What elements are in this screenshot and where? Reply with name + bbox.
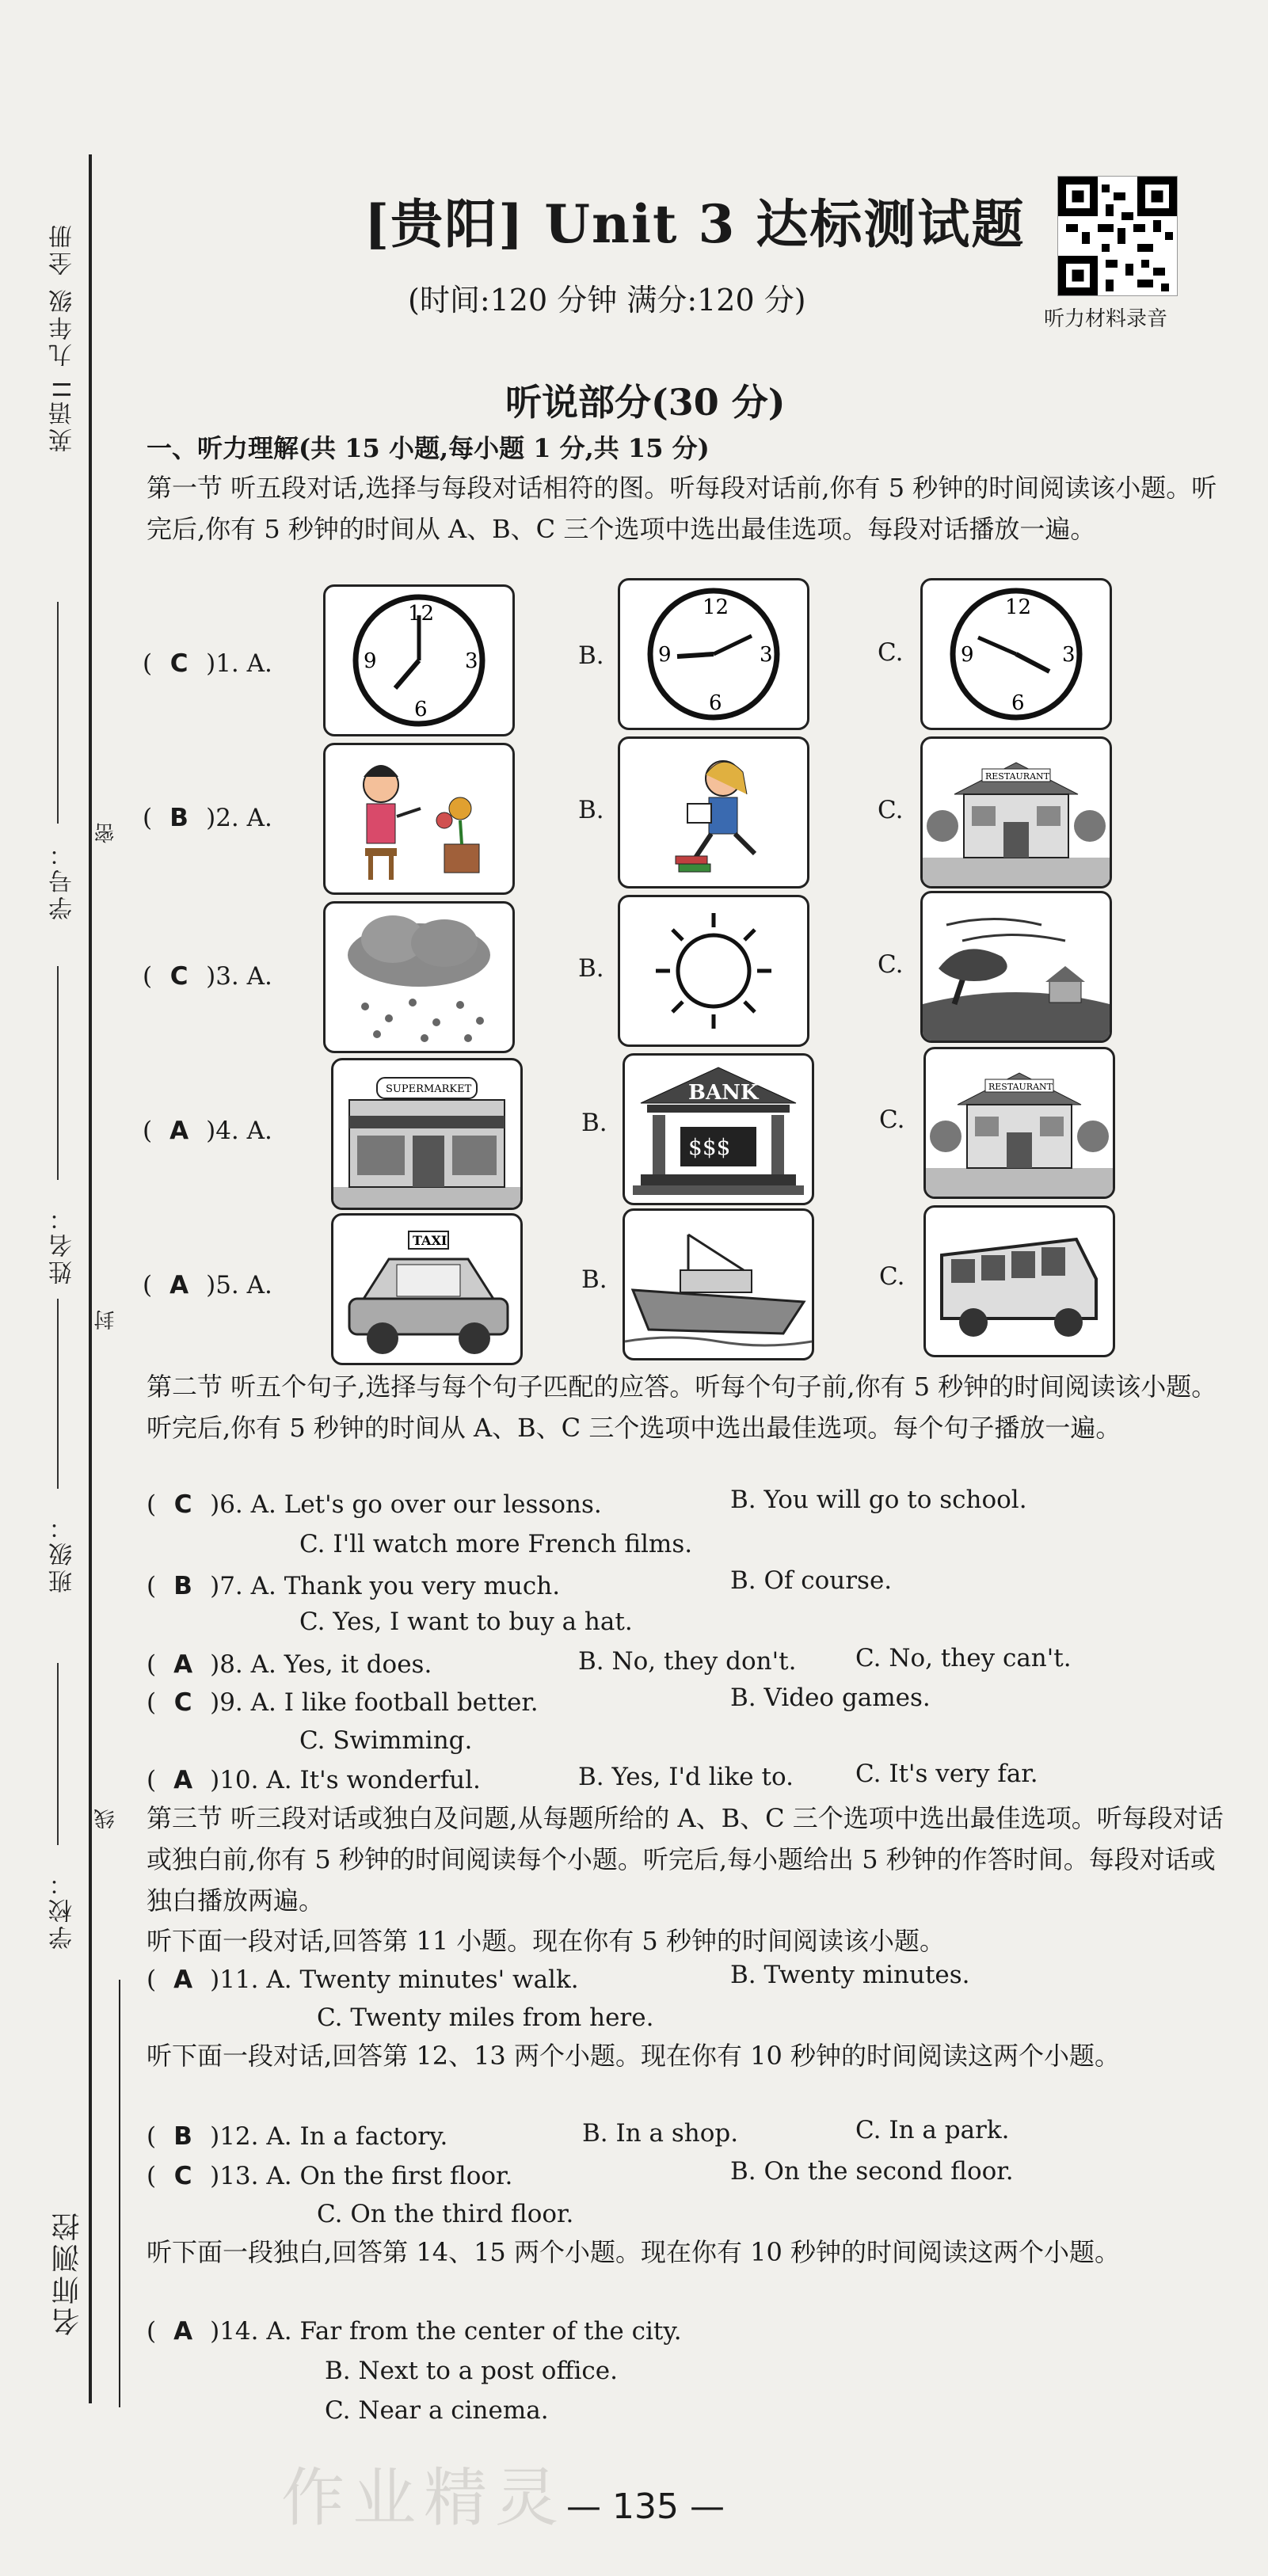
girl-reading-icon[interactable] <box>618 736 809 888</box>
svg-text:12: 12 <box>703 595 729 619</box>
monologue-intro: 听下面一段独白,回答第 14、15 两个小题。现在你有 10 秒钟的时间阅读这两个小题。 <box>147 2237 1121 2267</box>
option-c[interactable]: C. No, they can't. <box>855 1644 1072 1672</box>
option-b-label: B. <box>578 641 604 670</box>
question-10: ( A )10. A. It's wonderful. <box>147 1766 481 1794</box>
bus-icon[interactable] <box>923 1205 1115 1357</box>
answer[interactable]: B <box>173 2122 192 2151</box>
page-title: [贵阳] Unit 3 达标测试题 <box>364 193 1026 255</box>
qr-caption: 听力材料录音 <box>1044 307 1168 331</box>
sidebar-student-no-line <box>57 602 59 824</box>
supermarket-icon[interactable] <box>331 1058 523 1210</box>
svg-text:3: 3 <box>760 643 773 667</box>
option-b[interactable]: B. You will go to school. <box>730 1486 1027 1514</box>
option-c-label: C. <box>878 950 904 979</box>
section-heading: 一、听力理解(共 15 小题,每小题 1 分,共 15 分) <box>147 433 710 463</box>
answer[interactable]: A <box>173 1965 193 1994</box>
snowy-cloud-icon[interactable] <box>323 901 515 1053</box>
option-a[interactable]: A. Thank you very much. <box>250 1572 561 1600</box>
dialogue-2-intro: 听下面一段对话,回答第 12、13 两个小题。现在你有 10 秒钟的时间阅读这两个小题。 <box>147 2041 1121 2071</box>
question-11: ( A )11. A. Twenty minutes' walk. <box>147 1965 579 1994</box>
section1-intro: 第一节 听五段对话,选择与每段对话相符的图。听每段对话前,你有 5 秒钟的时间阅读该小题。听完后,你有 5 秒钟的时间从 A、B、C 三个选项中选出最佳选项。每段对话播放一遍。 <box>147 473 1217 544</box>
option-b[interactable]: B. Yes, I'd like to. <box>578 1763 794 1791</box>
option-a[interactable]: A. Let's go over our lessons. <box>250 1490 602 1519</box>
option-b[interactable]: B. On the second floor. <box>730 2157 1014 2186</box>
sidebar-student-no: 学号： <box>49 839 77 920</box>
qr-code-icon[interactable] <box>1057 176 1178 296</box>
sidebar-class-line <box>57 1299 59 1489</box>
sidebar-brand: 名师测控 <box>51 2209 84 2336</box>
answer[interactable]: A <box>169 1117 189 1145</box>
option-b-label: B. <box>578 954 604 983</box>
svg-text:RESTAURANT: RESTAURANT <box>985 771 1049 782</box>
option-c[interactable]: C. I'll watch more French films. <box>299 1530 693 1558</box>
answer[interactable]: A <box>173 1766 193 1794</box>
option-c[interactable]: C. Swimming. <box>299 1726 473 1755</box>
svg-text:BANK: BANK <box>688 1081 759 1105</box>
answer[interactable]: C <box>173 2162 192 2190</box>
sidebar-name-line <box>57 966 59 1180</box>
svg-text:9: 9 <box>364 649 377 673</box>
svg-text:12: 12 <box>408 602 435 626</box>
svg-text:12: 12 <box>1005 595 1032 619</box>
question-6: ( C )6. A. Let's go over our lessons. <box>147 1490 602 1519</box>
option-b[interactable]: B. Of course. <box>730 1566 893 1595</box>
question-8: ( A )8. A. Yes, it does. <box>147 1650 432 1679</box>
sidebar-name: 姓名： <box>49 1204 77 1284</box>
clock-9-icon[interactable] <box>618 578 809 730</box>
option-b[interactable]: B. No, they don't. <box>578 1647 797 1676</box>
question-7: ( B )7. A. Thank you very much. <box>147 1572 561 1600</box>
restaurant-icon[interactable] <box>920 736 1112 888</box>
svg-text:3: 3 <box>465 649 478 673</box>
page-number: — 135 — <box>566 2487 725 2527</box>
option-b[interactable]: B. Twenty minutes. <box>730 1961 970 1989</box>
question-13: ( C )13. A. On the first floor. <box>147 2162 513 2190</box>
option-a[interactable]: A. On the first floor. <box>266 2162 513 2190</box>
part-title: 听说部分(30 分) <box>505 381 786 424</box>
option-b[interactable]: B. In a shop. <box>582 2119 739 2148</box>
sidebar-seal-feng: 封 <box>94 1307 118 1330</box>
option-b[interactable]: B. Video games. <box>730 1684 931 1712</box>
option-c[interactable]: C. Near a cinema. <box>325 2396 549 2425</box>
svg-text:6: 6 <box>709 691 722 715</box>
option-b-label: B. <box>581 1265 607 1294</box>
bank-icon[interactable] <box>623 1053 814 1205</box>
option-c-label: C. <box>878 638 904 667</box>
question-number: ( B )2. A. <box>143 804 272 832</box>
section3-intro: 第三节 听三段对话或独白及问题,从每题所给的 A、B、C 三个选项中选出最佳选项。听每段对话或独白前,你有 5 秒钟的时间阅读每个小题。听完后,每小题给出 5 秒钟的作答时间。每段对话或独白播放两遍。 <box>147 1803 1224 1916</box>
answer[interactable]: A <box>173 2317 193 2346</box>
option-b[interactable]: B. Next to a post office. <box>325 2357 618 2385</box>
option-a[interactable]: A. I like football better. <box>250 1688 539 1717</box>
answer[interactable]: A <box>169 1271 189 1299</box>
taxi-icon[interactable] <box>331 1213 523 1365</box>
option-b-label: B. <box>578 796 604 824</box>
answer[interactable]: B <box>173 1572 192 1600</box>
option-c[interactable]: C. On the third floor. <box>317 2200 574 2228</box>
question-number: ( C )3. A. <box>143 962 272 991</box>
svg-text:9: 9 <box>961 643 974 667</box>
svg-text:6: 6 <box>414 698 428 721</box>
answer[interactable]: C <box>169 962 188 991</box>
answer[interactable]: C <box>173 1490 192 1519</box>
option-c[interactable]: C. In a park. <box>855 2116 1010 2144</box>
page-subtitle: (时间:120 分钟 满分:120 分) <box>408 283 806 318</box>
option-a[interactable]: A. In a factory. <box>266 2122 448 2151</box>
boat-icon[interactable] <box>623 1208 814 1360</box>
watermark: 作业精灵 <box>281 2461 566 2535</box>
windy-tree-icon[interactable] <box>920 891 1112 1043</box>
sidebar-book-label: 英语II 九年级 全册 <box>49 222 77 452</box>
sidebar-school: 学校： <box>49 1869 77 1950</box>
restaurant-icon[interactable] <box>923 1047 1115 1199</box>
clock-4-icon[interactable] <box>920 578 1112 730</box>
answer[interactable]: B <box>169 804 188 832</box>
sidebar-seal-xian: 线 <box>94 1805 118 1829</box>
svg-text:RESTAURANT: RESTAURANT <box>988 1082 1053 1092</box>
section2-intro: 第二节 听五个句子,选择与每个句子匹配的应答。听每个句子前,你有 5 秒钟的时间阅读该小题。听完后,你有 5 秒钟的时间从 A、B、C 三个选项中选出最佳选项。每个句子播放一遍。 <box>147 1372 1217 1443</box>
option-b-label: B. <box>581 1109 607 1137</box>
sidebar-school-line <box>57 1663 59 1845</box>
option-c-label: C. <box>879 1262 905 1291</box>
sun-icon[interactable] <box>618 895 809 1047</box>
svg-text:3: 3 <box>1062 643 1076 667</box>
svg-text:9: 9 <box>658 643 672 667</box>
answer[interactable]: C <box>173 1688 192 1717</box>
question-number: ( A )5. A. <box>143 1271 272 1299</box>
sidebar-rule-thin <box>119 1980 120 2407</box>
sidebar-seal-mi: 密 <box>94 820 118 843</box>
option-c-label: C. <box>879 1105 905 1134</box>
option-c-label: C. <box>878 796 904 824</box>
option-c[interactable]: C. Twenty miles from here. <box>317 2003 654 2032</box>
svg-text:SUPERMARKET: SUPERMARKET <box>386 1083 472 1095</box>
option-a[interactable]: A. It's wonderful. <box>266 1766 481 1794</box>
question-number: ( A )4. A. <box>143 1117 272 1145</box>
question-12: ( B )12. A. In a factory. <box>147 2122 448 2151</box>
option-a[interactable]: A. Twenty minutes' walk. <box>266 1965 579 1994</box>
question-number: ( C )1. A. <box>143 649 272 678</box>
sidebar-rule-thick <box>89 154 92 2403</box>
option-c[interactable]: C. Yes, I want to buy a hat. <box>299 1608 633 1636</box>
clock-8-icon[interactable] <box>323 584 515 736</box>
svg-text:6: 6 <box>1011 691 1025 715</box>
sidebar-class: 班级： <box>49 1512 77 1593</box>
answer[interactable]: A <box>173 1650 193 1679</box>
dialogue-1-intro: 听下面一段对话,回答第 11 小题。现在你有 5 秒钟的时间阅读该小题。 <box>147 1926 945 1956</box>
question-14: ( A )14. A. Far from the center of the city. <box>147 2317 682 2346</box>
question-9: ( C )9. A. I like football better. <box>147 1688 539 1717</box>
option-c[interactable]: C. It's very far. <box>855 1760 1038 1788</box>
answer[interactable]: C <box>169 649 188 678</box>
option-a[interactable]: A. Far from the center of the city. <box>266 2317 682 2346</box>
svg-text:TAXI: TAXI <box>413 1233 447 1248</box>
option-a[interactable]: A. Yes, it does. <box>250 1650 432 1679</box>
svg-text:$$$: $$$ <box>688 1134 731 1160</box>
girl-watering-flowers-icon[interactable] <box>323 743 515 895</box>
